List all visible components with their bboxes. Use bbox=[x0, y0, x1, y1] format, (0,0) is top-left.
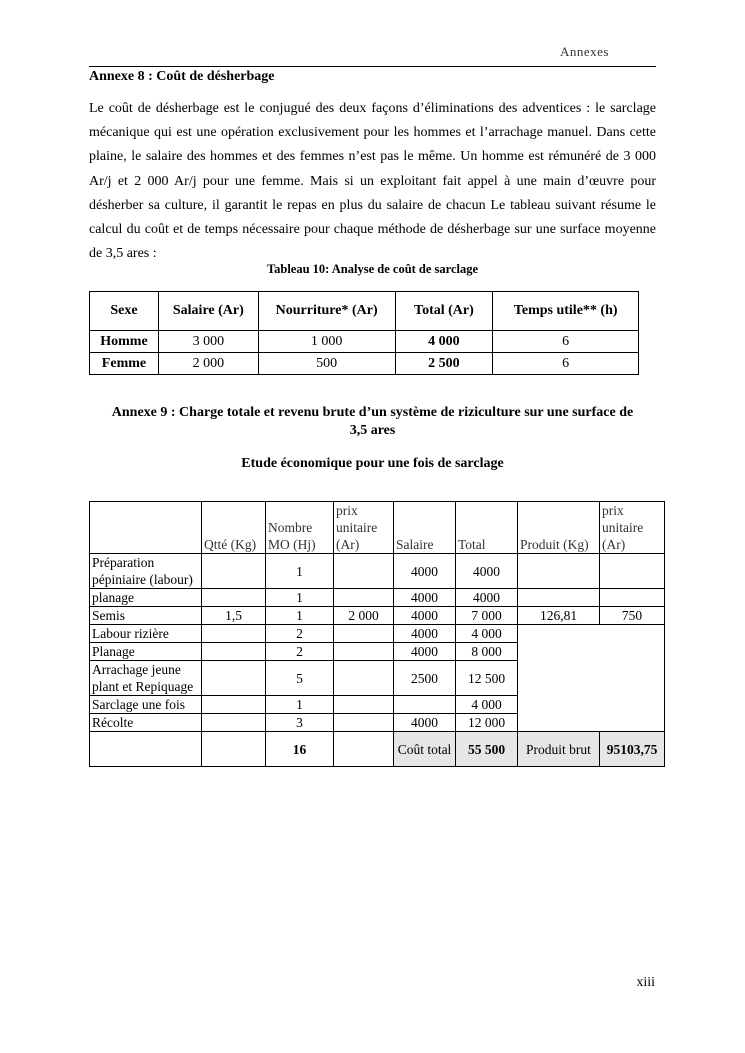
table-cell bbox=[202, 554, 266, 589]
table-cell: 4000 bbox=[394, 643, 456, 661]
table-cell bbox=[202, 589, 266, 607]
table-cell: Planage bbox=[90, 643, 202, 661]
header-cell: prix unitaire (Ar) bbox=[600, 502, 665, 554]
table-cell: 2 bbox=[266, 643, 334, 661]
weeding-cost-table bbox=[89, 291, 639, 375]
table-cell bbox=[600, 589, 665, 607]
table-cell: 1 000 bbox=[258, 331, 395, 353]
total-cost-label: Coût total bbox=[394, 732, 456, 767]
gross-product-label: Produit brut bbox=[518, 732, 600, 767]
table-cell: Femme bbox=[90, 353, 159, 375]
table-row bbox=[90, 607, 665, 625]
table-cell bbox=[334, 696, 394, 714]
table-cell bbox=[334, 625, 394, 643]
table-cell: 2 bbox=[266, 625, 334, 643]
table-cell bbox=[202, 625, 266, 643]
table-cell bbox=[334, 732, 394, 767]
table-cell: 4 000 bbox=[395, 331, 493, 353]
table-cell: 8 000 bbox=[456, 643, 518, 661]
header-cell: Sexe bbox=[90, 292, 159, 331]
header-cell: Total (Ar) bbox=[395, 292, 493, 331]
header-cell: Nombre MO (Hj) bbox=[266, 502, 334, 554]
table-cell bbox=[202, 732, 266, 767]
annex8-title: Annexe 8 : Coût de désherbage bbox=[89, 69, 275, 84]
total-workdays: 16 bbox=[266, 732, 334, 767]
table-cell bbox=[202, 696, 266, 714]
table-cell: 4000 bbox=[394, 714, 456, 732]
table-cell bbox=[202, 714, 266, 732]
table-row bbox=[90, 353, 639, 375]
table-cell: 1 bbox=[266, 696, 334, 714]
table-cell: 4000 bbox=[394, 607, 456, 625]
table-cell: 1 bbox=[266, 589, 334, 607]
table-cell: 4000 bbox=[394, 625, 456, 643]
table-cell: 2500 bbox=[394, 661, 456, 696]
header-rule bbox=[89, 66, 656, 67]
total-cost-value: 55 500 bbox=[456, 732, 518, 767]
table-cell: 1 bbox=[266, 607, 334, 625]
table-cell bbox=[334, 661, 394, 696]
table-cell: 6 bbox=[493, 353, 639, 375]
header-cell bbox=[90, 502, 202, 554]
table-cell: 3 bbox=[266, 714, 334, 732]
table-cell: 1 bbox=[266, 554, 334, 589]
table-cell: 12 500 bbox=[456, 661, 518, 696]
economic-study-title: Etude économique pour une fois de sarclage bbox=[241, 456, 504, 471]
table-cell: 4000 bbox=[394, 554, 456, 589]
table-row bbox=[90, 625, 665, 643]
table-cell bbox=[90, 732, 202, 767]
table-row bbox=[90, 554, 665, 589]
table-cell bbox=[334, 714, 394, 732]
annex8-paragraph: Le coût de désherbage est le conjugué des deux façons d’éliminations des adventices : le sarclage mécanique qui est une opération exclusivement pour les hommes et l’arrachage manuel. Dans cette plaine, le salaire des hommes et des femmes n’est pas le même. Un homme est rémunéré de 3 000 Ar/j et 2 000 Ar/j pour une femme. Mais si un exploitant fait appel à une main d’œuvre pour désherber sa culture, il garantit le repas en plus du salaire de chacun Le tableau suivant résume le calcul du coût et de temps nécessaire pour chaque méthode de désherbage sur une surface moyenne de 3,5 ares : bbox=[89, 101, 656, 262]
total-row bbox=[90, 732, 665, 767]
annex9-title-line2: 3,5 ares bbox=[349, 423, 396, 438]
table-cell bbox=[202, 643, 266, 661]
table-cell: Préparation pépiniaire (labour) bbox=[90, 554, 202, 589]
table-cell: 3 000 bbox=[158, 331, 258, 353]
page-number: xiii bbox=[636, 975, 655, 990]
table-cell: 5 bbox=[266, 661, 334, 696]
table-cell: 1,5 bbox=[202, 607, 266, 625]
table-cell: 500 bbox=[258, 353, 395, 375]
header-cell: Nourriture* (Ar) bbox=[258, 292, 395, 331]
header-cell: Salaire (Ar) bbox=[158, 292, 258, 331]
header-cell: Produit (Kg) bbox=[518, 502, 600, 554]
table-cell: 6 bbox=[493, 331, 639, 353]
rice-system-cost-table bbox=[89, 501, 665, 767]
table-cell: 2 500 bbox=[395, 353, 493, 375]
table-cell bbox=[334, 589, 394, 607]
table-cell bbox=[334, 554, 394, 589]
annex9-title bbox=[89, 404, 656, 440]
table-row bbox=[90, 589, 665, 607]
table-row bbox=[90, 331, 639, 353]
table-cell: 2 000 bbox=[158, 353, 258, 375]
gross-product-value: 95103,75 bbox=[600, 732, 665, 767]
table-cell: Semis bbox=[90, 607, 202, 625]
table-cell bbox=[518, 589, 600, 607]
header-cell: Temps utile** (h) bbox=[493, 292, 639, 331]
table-cell: 126,81 bbox=[518, 607, 600, 625]
annex9-title-line1: Annexe 9 : Charge totale et revenu brute d’un système de riziculture sur une surface de bbox=[111, 405, 634, 420]
table-cell: 4000 bbox=[394, 589, 456, 607]
table-cell bbox=[600, 554, 665, 589]
table-cell: 4000 bbox=[456, 554, 518, 589]
table-cell: 4 000 bbox=[456, 625, 518, 643]
table10-caption: Tableau 10: Analyse de coût de sarclage bbox=[266, 262, 479, 276]
header-cell: Qtté (Kg) bbox=[202, 502, 266, 554]
empty-merged-cell bbox=[518, 625, 665, 732]
table-cell: Sarclage une fois bbox=[90, 696, 202, 714]
table-cell: 2 000 bbox=[334, 607, 394, 625]
table-header-row bbox=[90, 502, 665, 554]
table-cell: Récolte bbox=[90, 714, 202, 732]
header-cell: Salaire bbox=[394, 502, 456, 554]
table-cell bbox=[394, 696, 456, 714]
header-cell: prix unitaire (Ar) bbox=[334, 502, 394, 554]
table-cell: planage bbox=[90, 589, 202, 607]
header-cell: Total bbox=[456, 502, 518, 554]
table-cell: 12 000 bbox=[456, 714, 518, 732]
running-header: Annexes bbox=[560, 44, 609, 59]
table-cell: Homme bbox=[90, 331, 159, 353]
table-header-row bbox=[90, 292, 639, 331]
table-cell bbox=[518, 554, 600, 589]
table-cell: 4 000 bbox=[456, 696, 518, 714]
table-cell: Arrachage jeune plant et Repiquage bbox=[90, 661, 202, 696]
table-cell: Labour rizière bbox=[90, 625, 202, 643]
table-cell bbox=[202, 661, 266, 696]
table-cell: 7 000 bbox=[456, 607, 518, 625]
table-cell: 750 bbox=[600, 607, 665, 625]
table-cell bbox=[334, 643, 394, 661]
table-cell: 4000 bbox=[456, 589, 518, 607]
